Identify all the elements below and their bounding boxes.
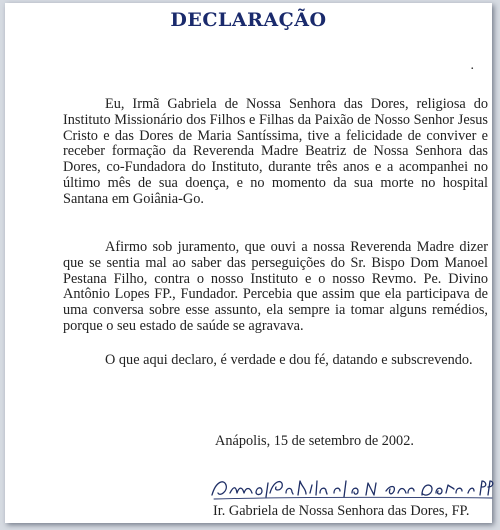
document-page: [5, 3, 492, 523]
place-date: Anápolis, 15 de setembro de 2002.: [215, 433, 414, 449]
margin-mark: .: [470, 58, 474, 73]
handwritten-signature: [210, 475, 495, 503]
paragraph-affirmation: Afirmo sob juramento, que ouvi a nossa Reverenda Madre dizer que se sentia mal ao saber das perseguições do Sr. Bispo Dom Manoel Pestana Filho, contra o nosso Instituto e o nosso Revmo. Pe. Divino Antônio Lopes FP., Fundador. Percebia que assim que ela participava de uma conversa sobre esse assunto, ela sempre ia tomar alguns remédios, porque o seu estado de saúde se agravava.: [63, 239, 488, 334]
paragraph-intro: Eu, Irmã Gabriela de Nossa Senhora das Dores, religiosa do Instituto Missionário dos Filhos e Filhas da Paixão de Nosso Senhor Jesus Cristo e das Dores de Maria Santíssima, tive a felicidade de conviver e receber formação da Reverenda Madre Beatriz de Nossa Senhora das Dores, co-Fundadora do Instituto, durante três anos e a acompanhei no último mês de sua doença, e no momento da sua morte no hospital Santana em Goiânia-Go.: [63, 96, 488, 207]
signer-name: Ir. Gabriela de Nossa Senhora das Dores, FP.: [213, 503, 470, 519]
page-title: DECLARAÇÃO: [170, 9, 327, 31]
paragraph-closing: O que aqui declaro, é verdade e dou fé, datando e subscrevendo.: [105, 352, 473, 368]
